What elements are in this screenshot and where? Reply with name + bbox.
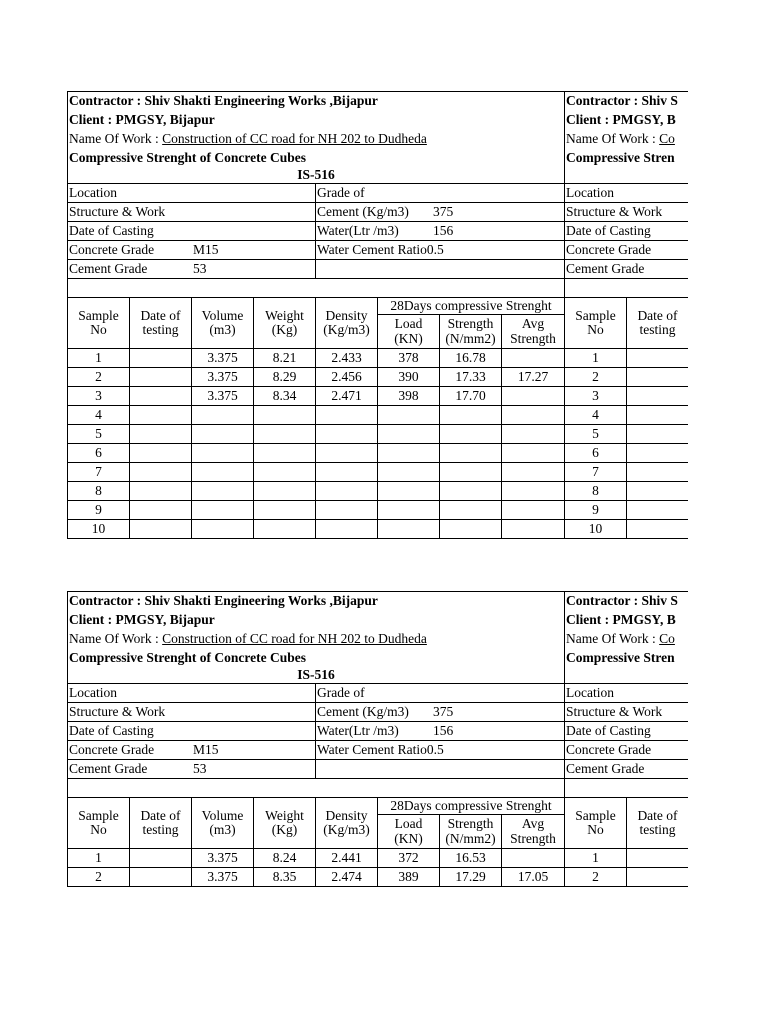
avg-strength-cell <box>502 406 565 425</box>
avg-strength-cell <box>502 444 565 463</box>
sample-no-cell: 10 <box>565 520 627 539</box>
water-value: 156 <box>433 722 454 738</box>
cement-grade-label: Cement Grade <box>69 760 148 776</box>
date-testing-cell <box>130 349 192 368</box>
name-of-work-value: Construction of CC road for NH 202 to Dudheda <box>162 130 427 146</box>
contractor-line: Contractor : Shiv Shakti Engineering Works ,Bijapur <box>68 92 565 111</box>
standard-code <box>565 168 689 184</box>
spacer-row <box>68 279 565 298</box>
concrete-grade-label: Concrete Grade <box>69 741 155 757</box>
avg-strength-cell <box>502 387 565 406</box>
date-testing-cell <box>130 368 192 387</box>
sample-no-cell: 2 <box>565 868 627 887</box>
cement-field <box>316 203 565 222</box>
structure-work-label: Structure & Work <box>68 703 316 722</box>
strength-cell <box>440 425 502 444</box>
standard-code: IS-516 <box>68 168 565 184</box>
load-cell: 372 <box>378 849 440 868</box>
sample-no-cell: 6 <box>68 444 130 463</box>
density-cell <box>316 425 378 444</box>
volume-cell <box>192 444 254 463</box>
load-cell <box>378 501 440 520</box>
concrete-grade-field <box>68 241 316 260</box>
sample-no-cell: 8 <box>68 482 130 501</box>
structure-work-label: Structure & Work <box>565 703 689 722</box>
block-1-data-rows <box>68 349 565 539</box>
avg-strength-cell <box>502 849 565 868</box>
strength-cell: 17.33 <box>440 368 502 387</box>
col-date-testing: Date of testing <box>130 798 192 849</box>
col-density: Density (Kg/m3) <box>316 798 378 849</box>
sample-no-cell: 5 <box>68 425 130 444</box>
concrete-grade-label: Concrete Grade <box>69 241 155 257</box>
table-row <box>68 368 565 387</box>
volume-cell <box>192 482 254 501</box>
concrete-grade-value: M15 <box>193 241 219 257</box>
spacer-row <box>565 779 689 798</box>
cement-value: 375 <box>433 203 454 219</box>
table-row <box>68 849 565 868</box>
avg-strength-cell: 17.05 <box>502 868 565 887</box>
spacer-row <box>68 779 565 798</box>
cement-grade-label: Cement Grade <box>565 760 689 779</box>
density-cell <box>316 501 378 520</box>
name-of-work-label: Name Of Work : <box>566 130 656 146</box>
col-sample-no: Sample No <box>565 798 627 849</box>
col-date-testing: Date of testing <box>130 298 192 349</box>
date-testing-cell <box>130 868 192 887</box>
sample-no-cell: 9 <box>68 501 130 520</box>
col-density: Density (Kg/m3) <box>316 298 378 349</box>
client-line: Client : PMGSY, B <box>566 111 676 127</box>
cement-value: 375 <box>433 703 454 719</box>
weight-cell <box>254 482 316 501</box>
report-title: Compressive Stren <box>566 149 675 165</box>
cement-grade-label: Cement Grade <box>565 260 689 279</box>
sample-no-cell: 1 <box>565 349 627 368</box>
date-testing-cell <box>130 482 192 501</box>
sample-no-cell: 1 <box>68 349 130 368</box>
cement-grade-value: 53 <box>193 760 207 776</box>
weight-cell: 8.24 <box>254 849 316 868</box>
sample-no-cell: 6 <box>565 444 627 463</box>
name-of-work-line <box>565 130 689 149</box>
block-1-second-sheet <box>564 91 688 539</box>
water-value: 156 <box>433 222 454 238</box>
location-label: Location <box>565 184 689 203</box>
sample-no-cell: 4 <box>68 406 130 425</box>
density-cell: 2.433 <box>316 349 378 368</box>
avg-strength-cell <box>502 425 565 444</box>
sample-no-cell: 3 <box>68 387 130 406</box>
location-label: Location <box>68 684 316 703</box>
date-of-casting-label: Date of Casting <box>565 722 689 741</box>
table-row <box>68 406 565 425</box>
col-strength: Strength (N/mm2) <box>440 815 502 849</box>
weight-cell <box>254 425 316 444</box>
contractor-line: Contractor : Shiv Shakti Engineering Works ,Bijapur <box>68 592 565 611</box>
standard-code: IS-516 <box>68 668 565 684</box>
name-of-work-value: Co <box>659 130 675 146</box>
col-group-28days: 28Days compressive Strenght <box>378 798 565 815</box>
report-title: Compressive Strenght of Concrete Cubes <box>68 649 565 668</box>
density-cell <box>316 482 378 501</box>
avg-strength-cell: 17.27 <box>502 368 565 387</box>
date-testing-cell <box>130 406 192 425</box>
date-testing-cell <box>130 501 192 520</box>
cement-grade-label: Cement Grade <box>69 260 148 276</box>
weight-cell <box>254 406 316 425</box>
block-1-second-data-rows <box>565 349 689 539</box>
load-cell <box>378 444 440 463</box>
table-row <box>565 849 689 868</box>
sample-no-cell: 9 <box>565 501 627 520</box>
date-testing-cell <box>627 387 689 406</box>
wcr-field <box>316 241 565 260</box>
date-testing-cell <box>627 463 689 482</box>
table-row <box>565 868 689 887</box>
col-sample-no: Sample No <box>565 298 627 349</box>
weight-cell: 8.21 <box>254 349 316 368</box>
load-cell: 378 <box>378 349 440 368</box>
cement-grade-field <box>68 760 316 779</box>
sample-no-cell: 3 <box>565 387 627 406</box>
volume-cell: 3.375 <box>192 849 254 868</box>
col-avg-strength: Avg Strength <box>502 815 565 849</box>
date-testing-cell <box>627 406 689 425</box>
volume-cell: 3.375 <box>192 868 254 887</box>
col-group-28days: 28Days compressive Strenght <box>378 298 565 315</box>
concrete-grade-field <box>68 741 316 760</box>
load-cell: 390 <box>378 368 440 387</box>
empty-cell <box>316 260 565 279</box>
block-1-main-sheet <box>67 91 564 539</box>
cement-label: Cement (Kg/m3) <box>317 703 409 719</box>
date-testing-cell <box>130 444 192 463</box>
table-row <box>565 387 689 406</box>
name-of-work-line <box>68 130 565 149</box>
table-row <box>68 482 565 501</box>
date-testing-cell <box>627 444 689 463</box>
client-line: Client : PMGSY, Bijapur <box>68 611 565 630</box>
table-row <box>565 444 689 463</box>
volume-cell <box>192 463 254 482</box>
standard-code <box>565 668 689 684</box>
table-row <box>68 463 565 482</box>
strength-cell: 16.78 <box>440 349 502 368</box>
wcr-label: Water Cement Ratio <box>317 741 427 757</box>
date-testing-cell <box>627 368 689 387</box>
table-row <box>565 368 689 387</box>
date-testing-cell <box>130 520 192 539</box>
weight-cell <box>254 463 316 482</box>
table-row <box>565 425 689 444</box>
strength-cell <box>440 444 502 463</box>
volume-cell <box>192 501 254 520</box>
date-testing-cell <box>130 425 192 444</box>
cement-label: Cement (Kg/m3) <box>317 203 409 219</box>
avg-strength-cell <box>502 349 565 368</box>
avg-strength-cell <box>502 520 565 539</box>
avg-strength-cell <box>502 501 565 520</box>
date-testing-cell <box>130 849 192 868</box>
density-cell <box>316 463 378 482</box>
density-cell <box>316 444 378 463</box>
wcr-value: 0.5 <box>426 741 444 757</box>
volume-cell: 3.375 <box>192 368 254 387</box>
date-testing-cell <box>627 482 689 501</box>
date-of-casting-label: Date of Casting <box>68 722 316 741</box>
table-row <box>565 349 689 368</box>
load-cell <box>378 520 440 539</box>
name-of-work-value: Co <box>659 630 675 646</box>
block-2-second-sheet <box>564 591 688 887</box>
table-row <box>565 482 689 501</box>
water-label: Water(Ltr /m3) <box>317 722 399 738</box>
date-testing-cell <box>627 868 689 887</box>
table-row <box>68 868 565 887</box>
name-of-work-line <box>565 630 689 649</box>
col-sample-no: Sample No <box>68 298 130 349</box>
block-2-second-data-rows <box>565 849 689 887</box>
strength-cell <box>440 520 502 539</box>
load-cell: 398 <box>378 387 440 406</box>
water-field <box>316 222 565 241</box>
volume-cell: 3.375 <box>192 349 254 368</box>
report-title: Compressive Strenght of Concrete Cubes <box>68 149 565 168</box>
concrete-grade-value: M15 <box>193 741 219 757</box>
load-cell <box>378 425 440 444</box>
wcr-field <box>316 741 565 760</box>
block-2-main-sheet <box>67 591 564 887</box>
table-row <box>565 520 689 539</box>
col-volume: Volume (m3) <box>192 298 254 349</box>
contractor-line: Contractor : Shiv S <box>565 92 689 111</box>
load-cell <box>378 482 440 501</box>
sample-no-cell: 1 <box>565 849 627 868</box>
name-of-work-label: Name Of Work : <box>69 130 159 146</box>
table-row <box>565 463 689 482</box>
strength-cell: 17.29 <box>440 868 502 887</box>
volume-cell <box>192 425 254 444</box>
name-of-work-label: Name Of Work : <box>69 630 159 646</box>
cement-grade-field <box>68 260 316 279</box>
col-avg-strength: Avg Strength <box>502 315 565 349</box>
date-testing-cell <box>627 349 689 368</box>
spacer-row <box>565 279 689 298</box>
cement-field <box>316 703 565 722</box>
strength-cell <box>440 463 502 482</box>
date-of-casting-label: Date of Casting <box>68 222 316 241</box>
col-load: Load (KN) <box>378 315 440 349</box>
date-testing-cell <box>627 520 689 539</box>
wcr-label: Water Cement Ratio <box>317 241 427 257</box>
table-row <box>68 444 565 463</box>
density-cell: 2.441 <box>316 849 378 868</box>
test-block-2 <box>67 591 688 914</box>
weight-cell: 8.35 <box>254 868 316 887</box>
concrete-grade-label: Concrete Grade <box>565 741 689 760</box>
load-cell <box>378 463 440 482</box>
col-weight: Weight (Kg) <box>254 798 316 849</box>
table-row <box>68 501 565 520</box>
concrete-grade-label: Concrete Grade <box>565 241 689 260</box>
structure-work-label: Structure & Work <box>565 203 689 222</box>
col-strength: Strength (N/mm2) <box>440 315 502 349</box>
avg-strength-cell <box>502 463 565 482</box>
sample-no-cell: 10 <box>68 520 130 539</box>
density-cell <box>316 406 378 425</box>
contractor-line: Contractor : Shiv S <box>565 592 689 611</box>
table-row <box>68 387 565 406</box>
avg-strength-cell <box>502 482 565 501</box>
client-line: Client : PMGSY, Bijapur <box>68 111 565 130</box>
weight-cell <box>254 520 316 539</box>
weight-cell <box>254 501 316 520</box>
strength-cell <box>440 482 502 501</box>
structure-work-label: Structure & Work <box>68 203 316 222</box>
date-testing-cell <box>627 501 689 520</box>
strength-cell <box>440 501 502 520</box>
strength-cell: 16.53 <box>440 849 502 868</box>
name-of-work-label: Name Of Work : <box>566 630 656 646</box>
volume-cell <box>192 406 254 425</box>
location-label: Location <box>565 684 689 703</box>
report-title: Compressive Stren <box>566 649 675 665</box>
strength-cell <box>440 406 502 425</box>
col-date-testing: Date of testing <box>627 298 689 349</box>
empty-cell <box>316 760 565 779</box>
sample-no-cell: 8 <box>565 482 627 501</box>
sample-no-cell: 2 <box>565 368 627 387</box>
weight-cell: 8.34 <box>254 387 316 406</box>
col-volume: Volume (m3) <box>192 798 254 849</box>
name-of-work-line <box>68 630 565 649</box>
sample-no-cell: 2 <box>68 868 130 887</box>
col-sample-no: Sample No <box>68 798 130 849</box>
sample-no-cell: 7 <box>68 463 130 482</box>
test-block-1 <box>67 91 688 575</box>
date-testing-cell <box>627 425 689 444</box>
sample-no-cell: 7 <box>565 463 627 482</box>
name-of-work-value: Construction of CC road for NH 202 to Dudheda <box>162 630 427 646</box>
col-load: Load (KN) <box>378 815 440 849</box>
volume-cell <box>192 520 254 539</box>
table-row <box>68 349 565 368</box>
load-cell: 389 <box>378 868 440 887</box>
table-row <box>565 501 689 520</box>
density-cell <box>316 520 378 539</box>
wcr-value: 0.5 <box>426 241 444 257</box>
date-testing-cell <box>130 387 192 406</box>
density-cell: 2.474 <box>316 868 378 887</box>
date-testing-cell <box>627 849 689 868</box>
date-of-casting-label: Date of Casting <box>565 222 689 241</box>
volume-cell: 3.375 <box>192 387 254 406</box>
sample-no-cell: 4 <box>565 406 627 425</box>
location-label: Location <box>68 184 316 203</box>
col-weight: Weight (Kg) <box>254 298 316 349</box>
density-cell: 2.456 <box>316 368 378 387</box>
table-row <box>68 425 565 444</box>
date-testing-cell <box>130 463 192 482</box>
grade-of-label: Grade of <box>316 184 565 203</box>
table-row <box>565 406 689 425</box>
sample-no-cell: 5 <box>565 425 627 444</box>
load-cell <box>378 406 440 425</box>
density-cell: 2.471 <box>316 387 378 406</box>
sample-no-cell: 1 <box>68 849 130 868</box>
water-label: Water(Ltr /m3) <box>317 222 399 238</box>
col-date-testing: Date of testing <box>627 798 689 849</box>
block-2-data-rows <box>68 849 565 887</box>
weight-cell: 8.29 <box>254 368 316 387</box>
sample-no-cell: 2 <box>68 368 130 387</box>
table-row <box>68 520 565 539</box>
grade-of-label: Grade of <box>316 684 565 703</box>
cement-grade-value: 53 <box>193 260 207 276</box>
weight-cell <box>254 444 316 463</box>
client-line: Client : PMGSY, B <box>566 611 676 627</box>
strength-cell: 17.70 <box>440 387 502 406</box>
water-field <box>316 722 565 741</box>
